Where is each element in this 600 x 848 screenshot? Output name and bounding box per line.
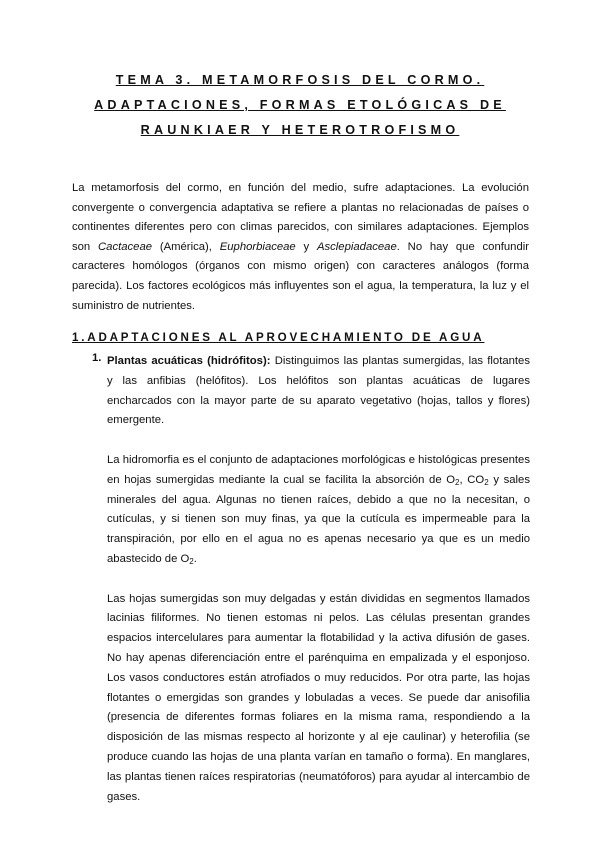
item-paragraph-1: [107, 352, 530, 431]
p2-text-3: y sales minerales del agua. Algunas no tienen raíces, debido a que no la necesitan, o cutículas, y si tienen son muy finas, ya que la cutícula es impermeable para la transpiración, por ello en el agua no es apenas necesario ya que es un medio abastecido de O: [107, 473, 530, 565]
document-title: [60, 68, 540, 143]
title-line-1: TEMA 3. METAMORFOSIS DEL CORMO.: [115, 73, 485, 87]
item-paragraph-2: [107, 451, 530, 570]
intro-euphorbiaceae: Euphorbiaceae: [219, 240, 296, 253]
intro-paragraph: [72, 179, 529, 316]
intro-cactaceae: Cactaceae: [98, 240, 153, 253]
intro-text-4: . No hay que confundir caracteres homólogos (órganos con mismo origen) con caracteres análogos (forma parecida). Los factores ecológicos más influyentes son el agua, la temperatura, la luz y el suministro de nutrientes.: [72, 240, 530, 312]
intro-text-2: (América),: [152, 240, 220, 253]
p2-text-2: , CO: [459, 473, 485, 486]
item-term: Plantas acuáticas (hidrófitos):: [107, 355, 271, 367]
title-line-3: RAUNKIAER Y HETEROTROFISMO: [140, 123, 460, 137]
intro-text-1: La metamorfosis del cormo, en función del medio, sufre adaptaciones. La evolución convergente o convergencia adaptativa se refiere a plantas no relacionadas de países o continentes diferentes pero con climas parecidos, con similares adaptaciones. Ejemplos son: [72, 182, 529, 253]
subscript-o2-a: 2: [455, 477, 460, 487]
item-paragraph-3: Las hojas sumergidas son muy delgadas y están divididas en segmentos llamados lacinias filiformes. No tienen estomas ni pelos. Las células presentan grandes espacios intercelulares para aumentar la flotabilidad y la activa difusión de gases. No hay apenas diferenciación entre el parénquima en empalizada y el esponjoso. Los vasos conductores están atrofiados o muy reducidos. Por otra parte, las hojas flotantes o emergidas son grandes y lobuladas a veces. Se puede dar anisofilia (presencia de diferentes formas foliares en la misma rama, respondiendo a la disposición de las mismas respecto al horizonte y al eje caulinar) y heterofilia (se produce cuando las hojas de una planta varían en tamaño o forma). En manglares, las plantas tienen raíces respiratorias (neumatóforos) para ayudar al intercambio de gases.: [107, 592, 530, 803]
intro-asclepiadaceae: Asclepiadaceae: [316, 240, 397, 253]
item-paragraph-1-text: Distinguimos las plantas sumergidas, las flotantes y las anfibias (helófitos). Los helófitos son plantas acuáticas de lugares encharcados con la mayor parte de su aparato vegetativo (hojas, tallos y flores) emergente.: [107, 355, 530, 427]
subscript-co2: 2: [484, 477, 489, 487]
p2-text-4: .: [193, 552, 197, 565]
title-line-2: ADAPTACIONES, FORMAS ETOLÓGICAS DE: [94, 98, 506, 112]
section-heading: 1.ADAPTACIONES AL APROVECHAMIENTO DE AGUA: [72, 331, 485, 344]
intro-text-3: y: [295, 240, 317, 253]
p2-text-1: La hidromorfia es el conjunto de adaptaciones morfológicas e histológicas presentes en hojas sumergidas mediante la cual se facilita la absorción de O: [107, 453, 530, 486]
list-item-body: [107, 352, 530, 827]
subscript-o2-b: 2: [189, 556, 194, 566]
list-item-number: 1.: [92, 352, 102, 364]
